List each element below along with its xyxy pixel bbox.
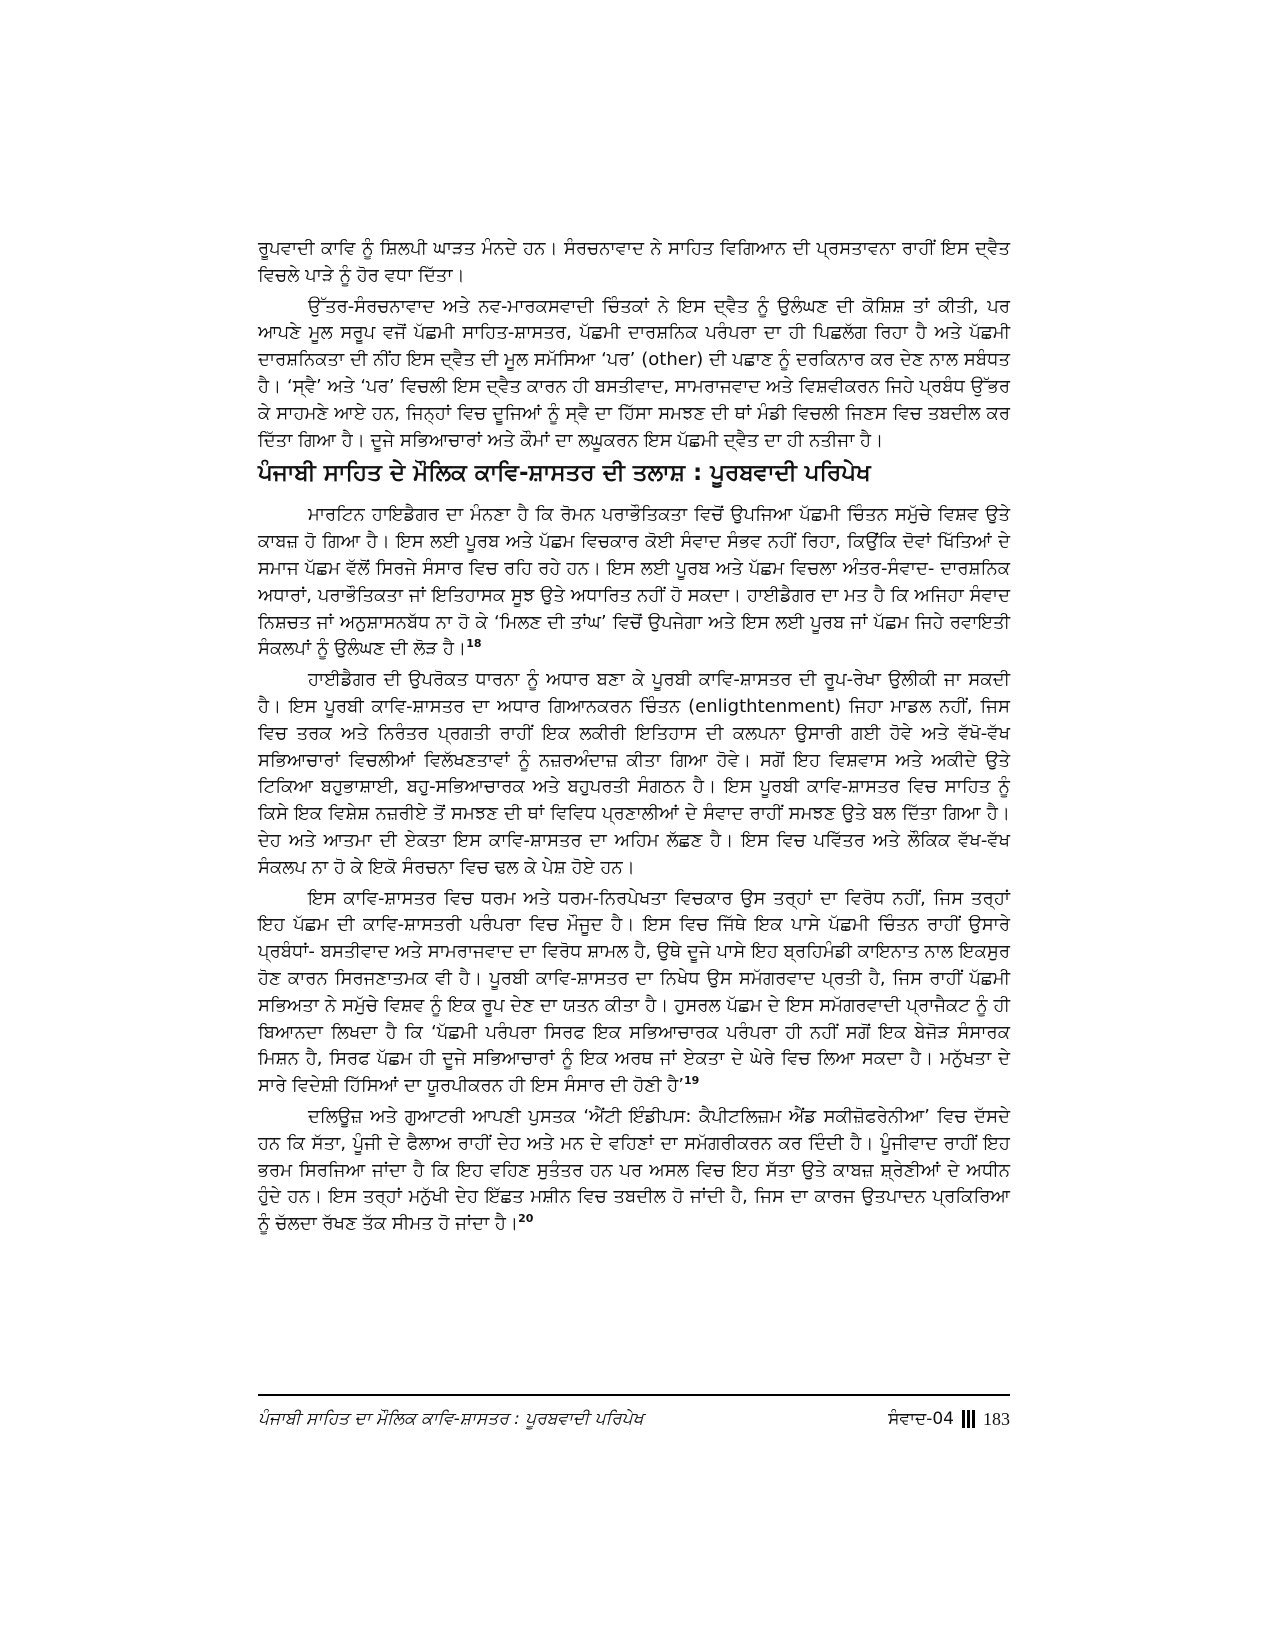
paragraph-3: ਮਾਰਟਿਨ ਹਾਇਡੈਗਰ ਦਾ ਮੰਨਣਾ ਹੈ ਕਿ ਰੋਮਨ ਪਰਾਭੌਤਿਕਤਾ ਵਿਚੋਂ ਉਪਜਿਆ ਪੱਛਮੀ ਚਿੰਤਨ ਸਮੁੱਚੇ ਵਿਸ਼ਵ ਉਤੇ ਕਾਬਜ਼ ਹੋ ਗਿਆ ਹੈ। ਇਸ ਲਈ ਪੂਰਬ ਅਤੇ ਪੱਛਮ ਵਿਚਕਾਰ ਕੋਈ ਸੰਵਾਦ ਸੰਭਵ ਨਹੀਂ ਰਿਹਾ, ਕਿਉਂਕਿ ਦੋਵਾਂ ਖਿੱਤਿਆਂ ਦੇ ਸਮਾਜ ਪੱਛਮ ਵੱਲੋਂ ਸਿਰਜੇ ਸੰਸਾਰ ਵਿਚ ਰਹਿ ਰਹੇ ਹਨ। ਇਸ ਲਈ ਪੂਰਬ ਅਤੇ ਪੱਛਮ ਵਿਚਲਾ ਅੰਤਰ-ਸੰਵਾਦ- ਦਾਰਸ਼ਨਿਕ ਅਧਾਰਾਂ, ਪਰਾਭੌਤਿਕਤਾ ਜਾਂ ਇਤਿਹਾਸਕ ਸੂਝ ਉਤੇ ਅਧਾਰਿਤ ਨਹੀਂ ਹੋ ਸਕਦਾ। ਹਾਈਡੈਗਰ ਦਾ ਮਤ ਹੈ ਕਿ ਅਜਿਹਾ ਸੰਵਾਦ ਨਿਸ਼ਚਤ ਜਾਂ ਅਨੁਸ਼ਾਸਨਬੱਧ ਨਾ ਹੋ ਕੇ ‘ਮਿਲਣ ਦੀ ਤਾਂਘ’ ਵਿਚੋਂ ਉਪਜੇਗਾ ਅਤੇ ਇਸ ਲਈ ਪੂਰਬ ਜਾਂ ਪੱਛਮ ਜਿਹੇ ਰਵਾਇਤੀ ਸੰਕਲਪਾਂ ਨੂੰ ਉਲੰਘਣ ਦੀ ਲੋੜ ਹੈ।$^{18}$ bbox=[258, 504, 1010, 660]
footnote-ref[interactable]: 20 bbox=[518, 1212, 534, 1226]
bars-icon bbox=[962, 1410, 975, 1428]
paragraph-5: ਇਸ ਕਾਵਿ-ਸ਼ਾਸਤਰ ਵਿਚ ਧਰਮ ਅਤੇ ਧਰਮ-ਨਿਰਪੇਖਤਾ ਵਿਚਕਾਰ ਉਸ ਤਰ੍ਹਾਂ ਦਾ ਵਿਰੋਧ ਨਹੀਂ, ਜਿਸ ਤਰ੍ਹਾਂ ਇਹ ਪੱਛਮ ਦੀ ਕਾਵਿ-ਸ਼ਾਸਤਰੀ ਪਰੰਪਰਾ ਵਿਚ ਮੌਜੂਦ ਹੈ। ਇਸ ਵਿਚ ਜਿੱਥੇ ਇਕ ਪਾਸੇ ਪੱਛਮੀ ਚਿੰਤਨ ਰਾਹੀਂ ਉਸਾਰੇ ਪ੍ਰਬੰਧਾਂ- ਬਸਤੀਵਾਦ ਅਤੇ ਸਾਮਰਾਜਵਾਦ ਦਾ ਵਿਰੋਧ ਸ਼ਾਮਲ ਹੈ, ਉਥੇ ਦੂਜੇ ਪਾਸੇ ਇਹ ਬ੍ਰਹਿਮੰਡੀ ਕਾਇਨਾਤ ਨਾਲ ਇਕਸੁਰ ਹੋਣ ਕਾਰਨ ਸਿਰਜਣਾਤਮਕ ਵੀ ਹੈ। ਪੂਰਬੀ ਕਾਵਿ-ਸ਼ਾਸਤਰ ਦਾ ਨਿਖੇਧ ਉਸ ਸਮੱਗਰਵਾਦ ਪ੍ਰਤੀ ਹੈ, ਜਿਸ ਰਾਹੀਂ ਪੱਛਮੀ ਸਭਿਅਤਾ ਨੇ ਸਮੁੱਚੇ ਵਿਸ਼ਵ ਨੂੰ ਇਕ ਰੂਪ ਦੇਣ ਦਾ ਯਤਨ ਕੀਤਾ ਹੈ। ਹੁਸਰਲ ਪੱਛਮ ਦੇ ਇਸ ਸਮੱਗਰਵਾਦੀ ਪ੍ਰਾਜੈਕਟ ਨੂੰ ਹੀ ਬਿਆਨਦਾ ਲਿਖਦਾ ਹੈ ਕਿ ‘ਪੱਛਮੀ ਪਰੰਪਰਾ ਸਿਰਫ ਇਕ ਸਭਿਆਚਾਰਕ ਪਰੰਪਰਾ ਹੀ ਨਹੀਂ ਸਗੋਂ ਇਕ ਬੇਜੋੜ ਸੰਸਾਰਕ ਮਿਸ਼ਨ ਹੈ, ਸਿਰਫ ਪੱਛਮ ਹੀ ਦੂਜੇ ਸਭਿਆਚਾਰਾਂ ਨੂੰ ਇਕ ਅਰਥ ਜਾਂ ਏਕਤਾ ਦੇ ਘੇਰੇ ਵਿਚ ਲਿਆ ਸਕਦਾ ਹੈ। ਮਨੁੱਖਤਾ ਦੇ ਸਾਰੇ ਵਿਦੇਸ਼ੀ ਹਿੱਸਿਆਂ ਦਾ ਯੂਰਪੀਕਰਨ ਹੀ ਇਸ ਸੰਸਾਰ ਦੀ ਹੋਣੀ ਹੈ’$^{19}$ bbox=[258, 887, 1010, 1097]
page-footer bbox=[258, 1404, 1010, 1434]
running-title: ਪੰਜਾਬੀ ਸਾਹਿਤ ਦਾ ਮੌਲਿਕ ਕਾਵਿ-ਸ਼ਾਸਤਰ : ਪੂਰਬਵਾਦੀ ਪਰਿਪੇਖ bbox=[258, 1409, 644, 1429]
paragraph-4: ਹਾਈਡੈਗਰ ਦੀ ਉਪਰੋਕਤ ਧਾਰਨਾ ਨੂੰ ਅਧਾਰ ਬਣਾ ਕੇ ਪੂਰਬੀ ਕਾਵਿ-ਸ਼ਾਸਤਰ ਦੀ ਰੂਪ-ਰੇਖਾ ਉਲੀਕੀ ਜਾ ਸਕਦੀ ਹੈ। ਇਸ ਪੂਰਬੀ ਕਾਵਿ-ਸ਼ਾਸਤਰ ਦਾ ਅਧਾਰ ਗਿਆਨਕਰਨ ਚਿੰਤਨ (enligthtenment) ਜਿਹਾ ਮਾਡਲ ਨਹੀਂ, ਜਿਸ ਵਿਚ ਤਰਕ ਅਤੇ ਨਿਰੰਤਰ ਪ੍ਰਗਤੀ ਰਾਹੀਂ ਇਕ ਲਕੀਰੀ ਇਤਿਹਾਸ ਦੀ ਕਲਪਨਾ ਉਸਾਰੀ ਗਈ ਹੋਵੇ ਅਤੇ ਵੱਖੋ-ਵੱਖ ਸਭਿਆਚਾਰਾਂ ਵਿਚਲੀਆਂ ਵਿਲੱਖਣਤਾਵਾਂ ਨੂੰ ਨਜ਼ਰਅੰਦਾਜ਼ ਕੀਤਾ ਗਿਆ ਹੋਵੇ। ਸਗੋਂ ਇਹ ਵਿਸ਼ਵਾਸ ਅਤੇ ਅਕੀਦੇ ਉਤੇ ਟਿਕਿਆ ਬਹੁਭਾਸ਼ਾਈ, ਬਹੁ-ਸਭਿਆਚਾਰਕ ਅਤੇ ਬਹੁਪਰਤੀ ਸੰਗਠਨ ਹੈ। ਇਸ ਪੂਰਬੀ ਕਾਵਿ-ਸ਼ਾਸਤਰ ਵਿਚ ਸਾਹਿਤ ਨੂੰ ਕਿਸੇ ਇਕ ਵਿਸ਼ੇਸ਼ ਨਜ਼ਰੀਏ ਤੋਂ ਸਮਝਣ ਦੀ ਥਾਂ ਵਿਵਿਧ ਪ੍ਰਣਾਲੀਆਂ ਦੇ ਸੰਵਾਦ ਰਾਹੀਂ ਸਮਝਣ ਉਤੇ ਬਲ ਦਿੱਤਾ ਗਿਆ ਹੈ। ਦੇਹ ਅਤੇ ਆਤਮਾ ਦੀ ਏਕਤਾ ਇਸ ਕਾਵਿ-ਸ਼ਾਸਤਰ ਦਾ ਅਹਿਮ ਲੱਛਣ ਹੈ। ਇਸ ਵਿਚ ਪਵਿੱਤਰ ਅਤੇ ਲੌਕਿਕ ਵੱਖ-ਵੱਖ ਸੰਕਲਪ ਨਾ ਹੋ ਕੇ ਇਕੋ ਸੰਰਚਨਾ ਵਿਚ ਢਲ ਕੇ ਪੇਸ਼ ਹੋਏ ਹਨ। bbox=[258, 669, 1010, 878]
paragraph-2: ਉੱਤਰ-ਸੰਰਚਨਾਵਾਦ ਅਤੇ ਨਵ-ਮਾਰਕਸਵਾਦੀ ਚਿੰਤਕਾਂ ਨੇ ਇਸ ਦ੍ਵੈਤ ਨੂੰ ਉਲੰਘਣ ਦੀ ਕੋਸ਼ਿਸ਼ ਤਾਂ ਕੀਤੀ, ਪਰ ਆਪਣੇ ਮੂਲ ਸਰੂਪ ਵਜੋਂ ਪੱਛਮੀ ਸਾਹਿਤ-ਸ਼ਾਸਤਰ, ਪੱਛਮੀ ਦਾਰਸ਼ਨਿਕ ਪਰੰਪਰਾ ਦਾ ਹੀ ਪਿਛਲੱਗ ਰਿਹਾ ਹੈ ਅਤੇ ਪੱਛਮੀ ਦਾਰਸ਼ਨਿਕਤਾ ਦੀ ਨੀਂਹ ਇਸ ਦ੍ਵੈਤ ਦੀ ਮੂਲ ਸਮੱਸਿਆ ‘ਪਰ’ (other) ਦੀ ਪਛਾਣ ਨੂੰ ਦਰਕਿਨਾਰ ਕਰ ਦੇਣ ਨਾਲ ਸਬੰਧਤ ਹੈ। ‘ਸ੍ਵੈ’ ਅਤੇ ‘ਪਰ’ ਵਿਚਲੀ ਇਸ ਦ੍ਵੈਤ ਕਾਰਨ ਹੀ ਬਸਤੀਵਾਦ, ਸਾਮਰਾਜਵਾਦ ਅਤੇ ਵਿਸ਼ਵੀਕਰਨ ਜਿਹੇ ਪ੍ਰਬੰਧ ਉੱਭਰ ਕੇ ਸਾਹਮਣੇ ਆਏ ਹਨ, ਜਿਨ੍ਹਾਂ ਵਿਚ ਦੂਜਿਆਂ ਨੂੰ ਸ੍ਵੈ ਦਾ ਹਿੱਸਾ ਸਮਝਣ ਦੀ ਥਾਂ ਮੰਡੀ ਵਿਚਲੀ ਜਿਣਸ ਵਿਚ ਤਬਦੀਲ ਕਰ ਦਿੱਤਾ ਗਿਆ ਹੈ। ਦੂਜੇ ਸਭਿਆਚਾਰਾਂ ਅਤੇ ਕੌਮਾਂ ਦਾ ਲਘੂਕਰਨ ਇਸ ਪੱਛਮੀ ਦ੍ਵੈਤ ਦਾ ਹੀ ਨਤੀਜਾ ਹੈ। bbox=[258, 295, 1010, 451]
journal-name: ਸੰਵਾਦ-04 bbox=[888, 1409, 954, 1429]
page-body bbox=[258, 236, 1010, 1242]
footer-right bbox=[888, 1409, 1010, 1430]
footer-divider bbox=[258, 1394, 1010, 1396]
section-heading: ਪੰਜਾਬੀ ਸਾਹਿਤ ਦੇ ਮੌਲਿਕ ਕਾਵਿ-ਸ਼ਾਸਤਰ ਦੀ ਤਲਾਸ਼ : ਪੂਰਬਵਾਦੀ ਪਰਿਪੇਖ bbox=[258, 460, 871, 487]
page-number: 183 bbox=[983, 1408, 1010, 1429]
footnote-ref[interactable]: 19 bbox=[684, 1074, 700, 1088]
footnote-ref[interactable]: 18 bbox=[466, 637, 482, 651]
paragraph-6: ਦਲਿਊਜ਼ ਅਤੇ ਗੁਆਟਰੀ ਆਪਣੀ ਪੁਸਤਕ ‘ਐਂਟੀ ਇੰਡੀਪਸ: ਕੈਪੀਟਲਿਜ਼ਮ ਐਂਡ ਸਕੀਜ਼ੋਫਰੇਨੀਆ’ ਵਿਚ ਦੱਸਦੇ ਹਨ ਕਿ ਸੱਤਾ, ਪੂੰਜੀ ਦੇ ਫੈਲਾਅ ਰਾਹੀਂ ਦੇਹ ਅਤੇ ਮਨ ਦੇ ਵਹਿਣਾਂ ਦਾ ਸਮੱਗਰੀਕਰਨ ਕਰ ਦਿੰਦੀ ਹੈ। ਪੂੰਜੀਵਾਦ ਰਾਹੀਂ ਇਹ ਭਰਮ ਸਿਰਜਿਆ ਜਾਂਦਾ ਹੈ ਕਿ ਇਹ ਵਹਿਣ ਸੁਤੰਤਰ ਹਨ ਪਰ ਅਸਲ ਵਿਚ ਇਹ ਸੱਤਾ ਉਤੇ ਕਾਬਜ਼ ਸ਼੍ਰੇਣੀਆਂ ਦੇ ਅਧੀਨ ਹੁੰਦੇ ਹਨ। ਇਸ ਤਰ੍ਹਾਂ ਮਨੁੱਖੀ ਦੇਹ ਇੱਛਤ ਮਸ਼ੀਨ ਵਿਚ ਤਬਦੀਲ ਹੋ ਜਾਂਦੀ ਹੈ, ਜਿਸ ਦਾ ਕਾਰਜ ਉਤਪਾਦਨ ਪ੍ਰਕਿਰਿਆ ਨੂੰ ਚੱਲਦਾ ਰੱਖਣ ਤੱਕ ਸੀਮਤ ਹੋ ਜਾਂਦਾ ਹੈ।$^{20}$ bbox=[258, 1105, 1010, 1235]
paragraph-1: ਰੂਪਵਾਦੀ ਕਾਵਿ ਨੂੰ ਸ਼ਿਲਪੀ ਘਾੜਤ ਮੰਨਦੇ ਹਨ। ਸੰਰਚਨਾਵਾਦ ਨੇ ਸਾਹਿਤ ਵਿਗਿਆਨ ਦੀ ਪ੍ਰਸਤਾਵਨਾ ਰਾਹੀਂ ਇਸ ਦ੍ਵੈਤ ਵਿਚਲੇ ਪਾੜੇ ਨੂੰ ਹੋਰ ਵਧਾ ਦਿੱਤਾ। bbox=[258, 238, 1010, 286]
